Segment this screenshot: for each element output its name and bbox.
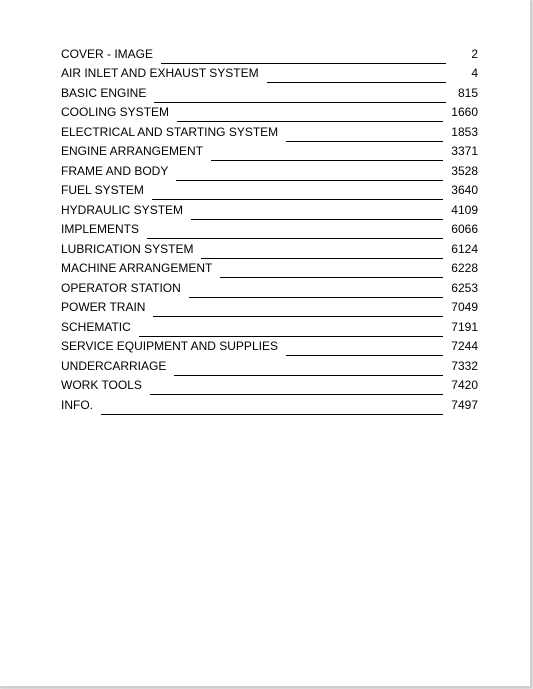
toc-entry-schematic[interactable] (61, 317, 478, 337)
toc-entry-title: MACHINE ARRANGEMENT (61, 261, 213, 276)
toc-entry-info[interactable] (61, 395, 478, 415)
toc-entry-title: POWER TRAIN (61, 300, 146, 315)
toc-entry-page: 4109 (451, 202, 478, 217)
toc-entry-cover-image[interactable] (61, 44, 478, 64)
toc-entry-page: 6253 (451, 280, 478, 295)
toc-entry-page: 1660 (451, 105, 478, 120)
toc-entry-title: UNDERCARRIAGE (61, 358, 167, 373)
toc-entry-title: OPERATOR STATION (61, 280, 181, 295)
toc-entry-page: 6228 (451, 261, 478, 276)
toc-entry-page: 6066 (451, 222, 478, 237)
toc-entry-title: FUEL SYSTEM (61, 183, 144, 198)
toc-entry-page: 7332 (451, 358, 478, 373)
toc-entry-title: SCHEMATIC (61, 319, 131, 334)
toc-entry-page: 3640 (451, 183, 478, 198)
toc-entry-hydraulic-system[interactable] (61, 200, 478, 220)
toc-entry-title: COOLING SYSTEM (61, 105, 170, 120)
toc-entry-title: FRAME AND BODY (61, 163, 169, 178)
toc-entry-power-train[interactable] (61, 298, 478, 318)
toc-entry-page: 7497 (451, 397, 478, 412)
toc-entry-page: 6124 (451, 241, 478, 256)
table-of-contents (61, 44, 478, 415)
toc-entry-engine-arrangement[interactable] (61, 142, 478, 162)
toc-entry-title: WORK TOOLS (61, 378, 142, 393)
toc-entry-fuel-system[interactable] (61, 181, 478, 201)
toc-entry-title: ENGINE ARRANGEMENT (61, 144, 204, 159)
toc-entry-title: INFO. (61, 397, 93, 412)
toc-entry-page: 4 (471, 66, 478, 81)
toc-entry-title: IMPLEMENTS (61, 222, 140, 237)
toc-entry-page: 7191 (451, 319, 478, 334)
toc-entry-title: SERVICE EQUIPMENT AND SUPPLIES (61, 339, 278, 354)
toc-entry-service-equipment[interactable] (61, 337, 478, 357)
toc-entry-machine-arrangement[interactable] (61, 259, 478, 279)
toc-entry-cooling-system[interactable] (61, 103, 478, 123)
toc-entry-implements[interactable] (61, 220, 478, 240)
toc-entry-undercarriage[interactable] (61, 356, 478, 376)
toc-entry-page: 7244 (451, 339, 478, 354)
toc-entry-title: HYDRAULIC SYSTEM (61, 202, 184, 217)
toc-entry-work-tools[interactable] (61, 376, 478, 396)
toc-entry-page: 3371 (451, 144, 478, 159)
toc-entry-page: 1853 (451, 124, 478, 139)
toc-entry-page: 3528 (451, 163, 478, 178)
toc-entry-page: 7420 (451, 378, 478, 393)
toc-entry-title: COVER - IMAGE (61, 46, 154, 61)
toc-entry-page: 2 (471, 46, 478, 61)
toc-leader-line (101, 414, 443, 415)
toc-entry-lubrication-system[interactable] (61, 239, 478, 259)
toc-entry-operator-station[interactable] (61, 278, 478, 298)
toc-entry-title: BASIC ENGINE (61, 85, 147, 100)
toc-entry-title: AIR INLET AND EXHAUST SYSTEM (61, 66, 259, 81)
toc-entry-title: LUBRICATION SYSTEM (61, 241, 194, 256)
toc-entry-page: 7049 (451, 300, 478, 315)
toc-entry-air-inlet[interactable] (61, 64, 478, 84)
toc-entry-page: 815 (457, 85, 478, 100)
toc-entry-basic-engine[interactable] (61, 83, 478, 103)
toc-entry-title: ELECTRICAL AND STARTING SYSTEM (61, 124, 279, 139)
toc-entry-frame-and-body[interactable] (61, 161, 478, 181)
toc-entry-electrical[interactable] (61, 122, 478, 142)
